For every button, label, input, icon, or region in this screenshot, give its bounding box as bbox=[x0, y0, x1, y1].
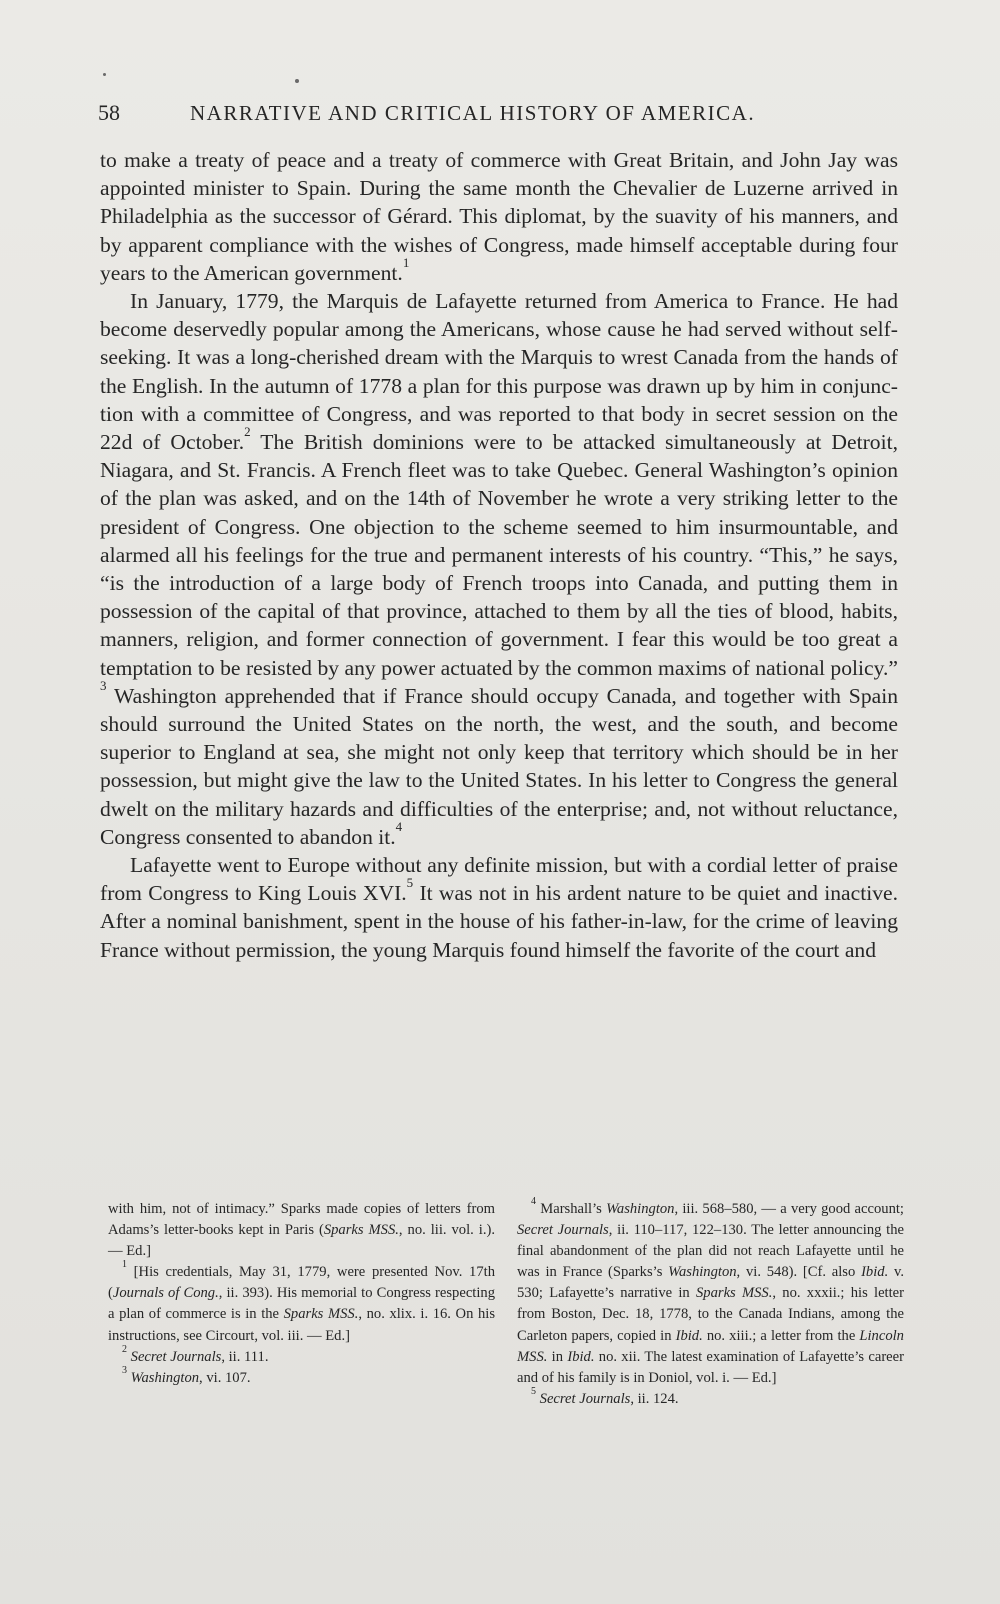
italic-title: Secret Journals bbox=[517, 1222, 609, 1239]
italic-title: Journals of Cong. bbox=[112, 1285, 219, 1302]
body-paragraph bbox=[100, 287, 898, 851]
print-speck bbox=[295, 79, 299, 83]
italic-title: Washington bbox=[606, 1201, 675, 1217]
footnote-ref: 5 bbox=[406, 875, 414, 891]
italic-title: Sparks MSS. bbox=[323, 1222, 399, 1239]
text-run: no. xii. The latest examination of Lafayette’s career and of his family is in Doniol, vol. i. — Ed.] bbox=[517, 1348, 905, 1386]
italic-title: Washington bbox=[130, 1369, 200, 1386]
body-paragraph bbox=[100, 146, 898, 287]
text-run: , ii. 110–117, 122–130. The letter announcing the final abandonment of the plan did not reach Lafayette until he was in France (Sparks’s bbox=[517, 1222, 904, 1281]
body-text bbox=[100, 146, 898, 964]
page-number: 58 bbox=[98, 100, 120, 125]
text-run: , iii. 568–580, — a very good account; bbox=[674, 1201, 904, 1217]
text-run: Lafayette went to Europe without any definite mission, but with a cordial letter of praise from Congress to King Louis XVI. bbox=[100, 853, 898, 906]
text-run: , vi. 548). [Cf. also bbox=[736, 1264, 862, 1281]
footnote-ref: 4 bbox=[531, 1196, 536, 1207]
footnote-ref: 4 bbox=[395, 818, 403, 834]
print-speck bbox=[103, 73, 106, 76]
text-run: with him, not of intimacy.” Sparks made copies of letters from Adams’s letter-books kept in Paris ( bbox=[108, 1201, 495, 1239]
italic-title: Lincoln MSS. bbox=[517, 1327, 904, 1365]
text-run: , vi. 107. bbox=[199, 1369, 251, 1386]
text-run: , no. lii. vol. i.). — Ed.] bbox=[108, 1222, 495, 1260]
footnote-ref: 2 bbox=[122, 1343, 127, 1355]
italic-title: Secret Journals bbox=[539, 1390, 631, 1407]
running-title: NARRATIVE AND CRITICAL HISTORY OF AMERICA. bbox=[190, 101, 756, 125]
text-run: , no. xlix. i. 16. On his instructions, see Circourt, vol. iii. — Ed.] bbox=[108, 1306, 495, 1344]
italic-title: Ibid. bbox=[861, 1264, 889, 1281]
italic-title: Sparks MSS. bbox=[283, 1306, 359, 1323]
text-run: , no. xxxii.; his letter from Boston, Dec. 18, 1778, to the Canada Indians, among the Carleton papers, copied in bbox=[517, 1285, 905, 1344]
text-run: no. xiii.; a letter from the bbox=[702, 1327, 860, 1344]
footnote-ref: 3 bbox=[122, 1364, 127, 1376]
text-run: Washington apprehended that if France should occupy Canada, and together with Spain should surround the United States on the north, the west, and the south, and become superior to England at sea, she might not only keep that territory which should be in her possession, but might give the law to the United States. In his letter to Congress the general dwelt on the military hazards and difficulties of the enterprise; and, not without reluctance, Congress consented to abandon it. bbox=[100, 683, 898, 849]
text-run: , ii. 111. bbox=[221, 1348, 269, 1365]
text-run: [His credentials, May 31, 1779, were presented Nov. 17th ( bbox=[108, 1264, 495, 1302]
text-run: , ii. 124. bbox=[630, 1390, 679, 1407]
footnote bbox=[517, 1385, 904, 1410]
footnote-ref: 3 bbox=[100, 677, 107, 693]
footnotes bbox=[108, 1196, 905, 1410]
text-run: It was not in his ardent nature to be quiet and inactive. After a nominal banishment, spent in the house of his father-in-law, for the crime of leaving France without permission, the young Marquis found himself the favorite of the court and bbox=[100, 881, 898, 962]
text-run: v. 530; Lafayette’s narrative in bbox=[517, 1264, 905, 1302]
italic-title: Secret Journals bbox=[130, 1348, 222, 1365]
footnote bbox=[108, 1364, 495, 1389]
footnote-ref: 1 bbox=[402, 254, 410, 270]
italic-title: Ibid. bbox=[567, 1348, 595, 1365]
footnote-ref: 2 bbox=[244, 424, 251, 440]
text-run: Marshall’s bbox=[536, 1201, 607, 1217]
footnote-ref: 1 bbox=[122, 1259, 127, 1271]
text-run: in bbox=[547, 1348, 568, 1365]
footnote bbox=[108, 1199, 495, 1262]
footnote-ref: 5 bbox=[531, 1385, 536, 1397]
text-run: , ii. 393). His memorial to Congress respecting a plan of commerce is in the bbox=[108, 1285, 495, 1323]
body-paragraph bbox=[100, 851, 898, 964]
text-run: In January, 1779, the Marquis de Lafayette returned from America to France. He had become deservedly popular among the Americans, whose cause he had served without self-seeking. It was a long-cherished dream with the Marquis to wrest Canada from the hands of the English. In the autumn of 1778 a plan for this purpose was drawn up by him in conjunction with a committee of Congress, and was reported to that body in secret session on the 22d of October. bbox=[100, 289, 898, 455]
italic-title: Ibid. bbox=[675, 1327, 703, 1344]
italic-title: Washington bbox=[668, 1264, 737, 1281]
text-run: The British dominions were to be attacked simultaneously at Detroit, Niagara, and St. Francis. A French fleet was to take Quebec. General Washington’s opinion of the plan was asked, and on the 14th of November he wrote a very striking letter to the president of Congress. One objection to the scheme seemed to him insurmountable, and alarmed all his feelings for the true and permanent interests of his country. “This,” he says, “is the introduction of a large body of French troops into Canada, and putting them in possession of the capital of that province, attached to them by all the ties of blood, habits, manners, religion, and former connection of government. I fear this would be too great a temptation to be resisted by any power actuated by the common maxims of national policy.” bbox=[100, 430, 898, 680]
running-header bbox=[98, 100, 798, 126]
italic-title: Sparks MSS. bbox=[696, 1285, 773, 1302]
footnote bbox=[108, 1343, 495, 1368]
text-run: to make a treaty of peace and a treaty of commerce with Great Britain, and John Jay was appointed minister to Spain. During the same month the Chevalier de Luzerne arrived in Philadelphia as the successor of Gérard. This diplomat, by the suavity of his manners, and by apparent compliance with the wishes of Congress, made himself acceptable during four years to the American government. bbox=[100, 148, 898, 285]
footnote bbox=[108, 1259, 495, 1346]
footnote bbox=[517, 1196, 905, 1389]
